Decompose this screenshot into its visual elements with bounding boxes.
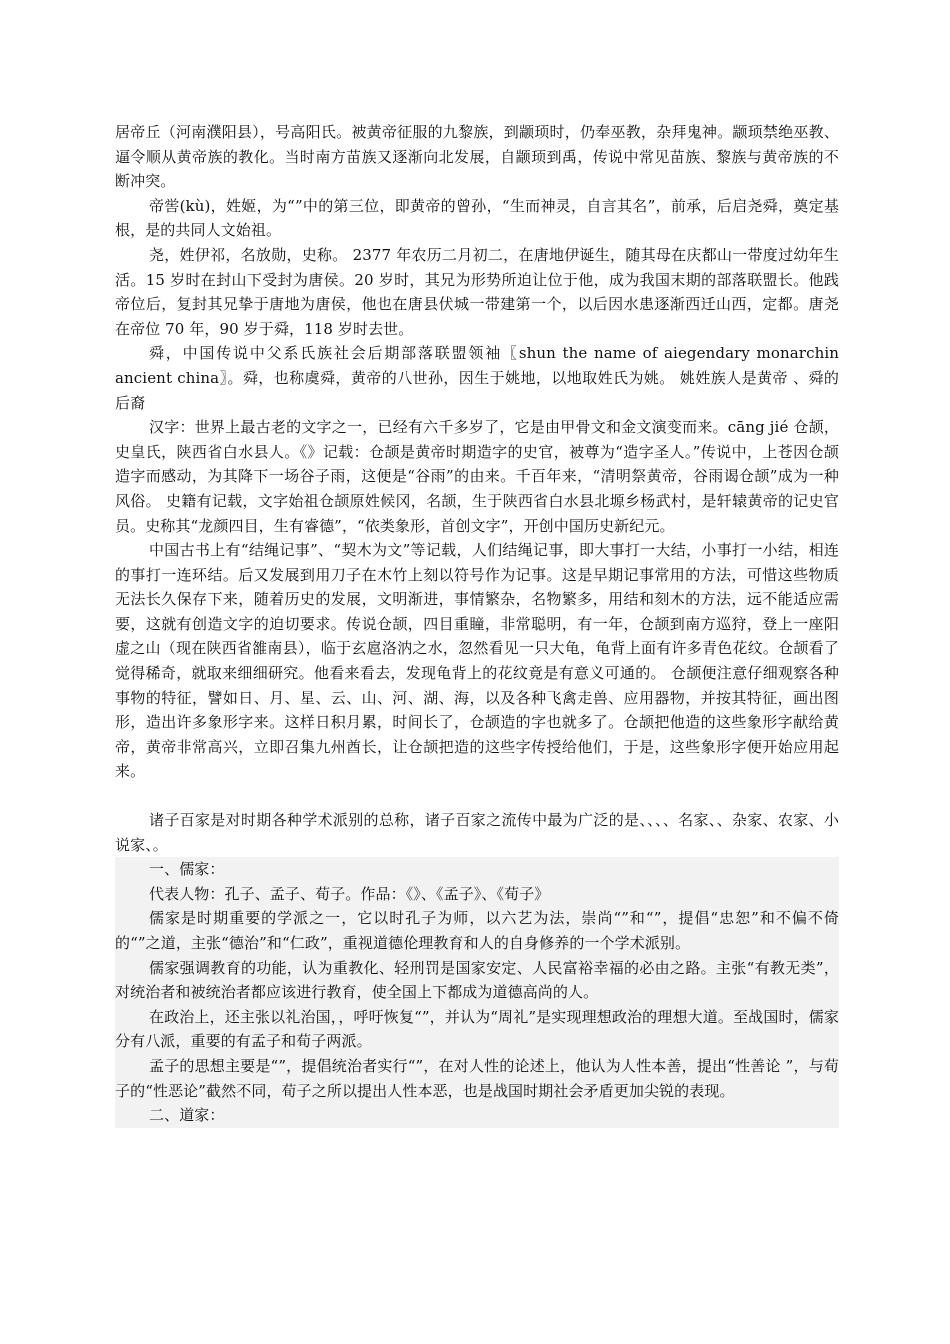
section-a: [115, 120, 839, 784]
paragraph: 汉字：世界上最古老的文字之一，已经有六千多岁了，它是由甲骨文和金文演变而来。cāng jié 仓颉，史皇氏，陕西省白水县人。《》记载：仓颉是黄帝时期造字的史官，被尊为“造字圣人。”传说中，上苍因仓颉造字而感动，为其降下一场谷子雨，这便是“谷雨”的由来。千百年来，“清明祭黄帝，谷雨谒仓颉”成为一种风俗。 史籍有记载，文字始祖仓颉原姓候冈，名颉，生于陕西省白水县北塬乡杨武村，是轩辕黄帝的记史官员。史称其“龙颜四目，生有睿德”，“依类象形，首创文字”，开创中国历史新纪元。: [115, 418, 840, 535]
paragraph: 居帝丘（河南濮阳县），号高阳氏。被黄帝征服的九黎族，到颛顼时，仍奉巫教，杂拜鬼神。颛顼禁绝巫教、逼令顺从黄帝族的教化。当时南方苗族又逐渐向北发展，自颛顼到禹，传说中常见苗族、黎族与黄帝族的不断冲突。: [115, 123, 839, 191]
paragraph: 孟子的思想主要是“”，提倡统治者实行“”，在对人性的论述上，他认为人性本善，提出“性善论 ”，与荀子的“性恶论”截然不同，荀子之所以提出人性本恶，也是战国时期社会矛盾更加尖锐的表现。: [115, 1056, 839, 1100]
paragraph-gap: [115, 784, 839, 808]
shaded-section: [115, 857, 839, 1128]
paragraph: 在政治上，还主张以礼治国，，呼吁恢复“”，并认为“周礼”是实现理想政治的理想大道。至战国时，儒家分有八派，重要的有孟子和荀子两派。: [115, 1007, 839, 1051]
paragraph: 舜，中国传说中父系氏族社会后期部落联盟领袖〖shun the name of aiegendary monarchin ancient china〗。舜，也称虞舜，黄帝的八世孙，因生于姚地，以地取姓氏为姚。 姚姓族人是黄帝 、舜的后裔: [115, 344, 839, 412]
section-heading-confucianism: 一、儒家：: [149, 860, 225, 879]
paragraph: 帝喾(kù)，姓姬，为“”中的第三位，即黄帝的曾孙，“生而神灵，自言其名”，前承，后启尧舜，奠定基根，是的共同人文始祖。: [115, 196, 839, 240]
paragraph: 代表人物：孔子、孟子、荀子。作品：《》、《孟子》、《荀子》: [149, 884, 550, 903]
document-page: [115, 120, 839, 1128]
paragraph: 儒家是时期重要的学派之一，它以时孔子为师，以六艺为法，崇尚“”和“”，提倡“忠恕”和不偏不倚的“”之道，主张“德治”和“仁政”，重视道德伦理教育和人的自身修养的一个学术派别。: [115, 909, 839, 952]
paragraph: 尧，姓伊祁，名放勋，史称。 2377 年农历二月初二，在唐地伊诞生，随其母在庆都山一带度过幼年生活。15 岁时在封山下受封为唐侯。20 岁时，其兄为形势所迫让位于他，成为我国末期的部落联盟长。他践帝位后，复封其兄挚于唐地为唐侯，他也在唐县伏城一带建第一个，以后因水患逐渐西迁山西，定都。唐尧在帝位 70 年，90 岁于舜，118 岁时去世。: [115, 245, 839, 338]
section-heading-taoism: 二、道家：: [149, 1106, 225, 1125]
paragraph: 中国古书上有“结绳记事”、“契木为文”等记载，人们结绳记事，即大事打一大结，小事打一小结，相连的事打一连环结。后又发展到用刀子在木竹上刻以符号作为记事。这是早期记事常用的方法，可惜这些物质无法长久保存下来，随着历史的发展，文明渐进，事情繁杂，名物繁多，用结和刻木的方法，远不能适应需要，这就有创造文字的迫切要求。传说仓颉，四目重瞳，非常聪明，有一年，仓颉到南方巡狩，登上一座阳虚之山（现在陕西省雒南县），临于玄扈洛汭之水，忽然看见一只大龟，龟背上面有许多青色花纹。仓颉看了觉得稀奇，就取来细细研究。他看来看去，发现龟背上的花纹竟是有意义可通的。 仓颉便注意仔细观察各种事物的特征，譬如日、月、星、云、山、河、湖、海，以及各种飞禽走兽、应用器物，并按其特征，画出图形，造出许多象形字来。这样日积月累，时间长了，仓颉造的字也就多了。仓颉把他造的这些象形字献给黄帝，黄帝非常高兴，立即召集九州酋长，让仓颉把造的这些字传授给他们，于是，这些象形字便开始应用起来。: [115, 541, 839, 781]
schools-intro-paragraph: 诸子百家是对时期各种学术派别的总称，诸子百家之流传中最为广泛的是、、、、名家、、杂家、农家、小说家、。: [115, 811, 839, 854]
paragraph: 儒家强调教育的功能，认为重教化、轻刑罚是国家安定、人民富裕幸福的必由之路。主张“有教无类”，对统治者和被统治者都应该进行教育，使全国上下都成为道德高尚的人。: [115, 958, 839, 1002]
